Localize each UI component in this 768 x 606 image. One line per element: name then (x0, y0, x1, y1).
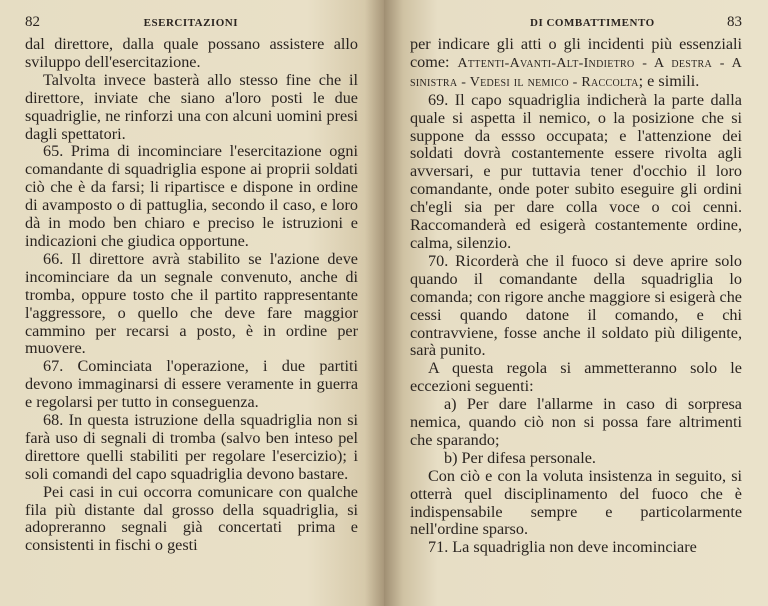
paragraph-67: 67. Cominciata l'operazione, i due partiti devono immaginarsi di essere veramente in guerra e regolarsi per tutto in conseguenza. (25, 357, 358, 412)
exception-a: a) Per dare l'allarme in caso di sorpresa nemica, quando ciò non si possa fare altrimenti che sparando; (410, 395, 742, 449)
paragraph-71: 71. La squadriglia non deve incominciare (428, 538, 697, 557)
paragraph: A questa regola si ammetteranno solo le eccezioni seguenti: (410, 359, 742, 396)
paragraph-68: 68. In questa istruzione della squadriglia non si farà uso di segnali di tromba (salvo ben inteso pel direttore quelli stabiliti per regolare l'esercizio); i soli comandi del capo squadriglia devono bastare. (25, 411, 358, 483)
page-number: 82 (25, 14, 40, 30)
running-head-title: DI COMBATTIMENTO (530, 17, 655, 29)
paragraph-66: 66. Il direttore avrà stabilito se l'azione deve incominciare da un segnale convenuto, anche di tromba, oppure tosto che il partito rappresentante l'aggressore, o quello che deve fare maggior cammino per recarsi a posto, è in ordine per muovere. (25, 249, 358, 358)
left-page-text (25, 36, 358, 555)
paragraph-68-continued (410, 36, 742, 92)
paragraph-65: 65. Prima di incominciare l'esercitazione ogni comandante di squadriglia espone ai proprii soldati ciò che è da farsi; li ripartisce e dispone in ordine di avamposto o di pattuglia, secondo il caso, e loro dà in modo ben chiaro e preciso le istruzioni e indicazioni che giudica opportune. (25, 142, 358, 250)
right-page (384, 0, 768, 606)
paragraph: Talvolta invece basterà allo stesso fine che il direttore, inviate che siano a'loro posti le due squadriglie, ne rinforzi una con alcuni uomini presi dagli spettatori. (25, 70, 358, 143)
exception-b: b) Per difesa personale. (444, 448, 596, 467)
paragraph-69: 69. Il capo squadriglia indicherà la parte dalla quale si aspetta il nemico, o la posizione che si suppone da essso occupata; e l'attenzione dei soldati dovrà costantemente essere rivolta agli avversari, e pur tuttavia tener d'occhio il loro comandante, onde poter subito eseguire gli ordini ch'egli sia per dare colla voce o coi cenni. Raccomanderà ed esigerà costantemente ordine, calma, silenzio. (410, 90, 742, 252)
paragraph: Con ciò e con la voluta insistenza in seguito, si otterrà quel disciplinamento del fuoco che è indispensabile sempre e particolarmente nell'ordine sparso. (410, 466, 742, 539)
running-head-title: ESERCITAZIONI (143, 17, 238, 29)
paragraph-70: 70. Ricorderà che il fuoco si deve aprire solo quando il comandante della squadriglia lo comanda; con rigore anche maggiore si esigerà che cessi quando datone il comando, e chi contravviene, fosse anche il soldato più diligente, sarà punito. (410, 251, 742, 360)
paragraph: Pei casi in cui occorra comunicare con qualche fila più distante dal grosso della squadriglia, si adopreranno segnali già concertati prima e consistenti in fischi o gesti (25, 482, 358, 555)
running-head-left (25, 14, 358, 36)
paragraph-lead: per indicare gli atti o gli incidenti più essenziali come: (410, 35, 742, 71)
paragraph-tail: ; e simili. (638, 71, 700, 90)
command-list: Attenti-Avanti-Alt-Indietro - A destra - A sinistra - Vedesi il nemico - Raccolta (410, 55, 742, 90)
running-head-right (410, 14, 742, 36)
page-number: 83 (727, 14, 742, 30)
right-page-text (410, 36, 742, 557)
paragraph: dal direttore, dalla quale possano assistere allo sviluppo dell'esercitazione. (25, 35, 358, 71)
